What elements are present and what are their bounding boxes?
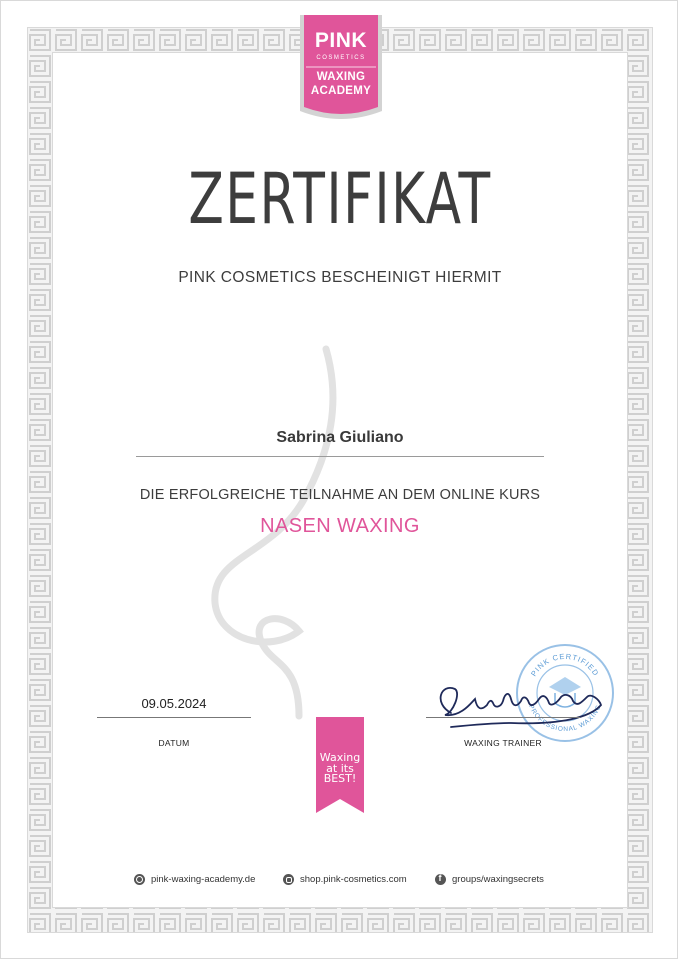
trainer-signature <box>431 673 611 733</box>
stamp-top-text: PINK CERTIFIED <box>529 651 601 678</box>
instagram-icon <box>283 874 294 885</box>
certificate-title: ZERTIFIKAT <box>188 158 492 240</box>
facebook-icon <box>435 874 446 885</box>
ribbon-text <box>316 753 364 785</box>
logo-brand: PINK <box>314 29 368 52</box>
date-label: DATUM <box>158 738 190 748</box>
logo-brand-sub: COSMETICS <box>316 55 366 61</box>
ribbon-line1: Waxing <box>319 751 361 764</box>
footer-shop[interactable] <box>283 874 407 885</box>
pink-waxing-academy-logo <box>298 15 384 123</box>
certificate-subtitle: PINK COSMETICS BESCHEINIGT HIERMIT <box>178 269 502 286</box>
globe-icon <box>134 874 145 885</box>
footer-website-text: pink-waxing-academy.de <box>151 874 256 885</box>
footer-shop-text: shop.pink-cosmetics.com <box>300 874 407 885</box>
date-line <box>97 717 251 718</box>
ribbon-line2: at its <box>326 761 354 775</box>
course-name: NASEN WAXING <box>260 515 420 537</box>
course-description: DIE ERFOLGREICHE TEILNAHME AN DEM ONLINE KURS <box>139 487 541 503</box>
footer-facebook[interactable] <box>435 874 544 885</box>
recipient-name: Sabrina Giuliano <box>276 429 404 446</box>
footer-website[interactable] <box>134 874 255 885</box>
footer-facebook-text: groups/waxingsecrets <box>452 874 544 885</box>
trainer-label: WAXING TRAINER <box>464 738 542 748</box>
signature-line <box>426 717 580 718</box>
logo-line1: WAXING <box>316 71 366 83</box>
stamp-bottom-text: PROFESSIONAL WAXING <box>527 703 603 734</box>
name-underline <box>136 456 544 457</box>
date-value: 09.05.2024 <box>141 696 207 711</box>
logo-line2: ACADEMY <box>310 85 372 97</box>
ribbon-line3: BEST! <box>323 772 357 785</box>
